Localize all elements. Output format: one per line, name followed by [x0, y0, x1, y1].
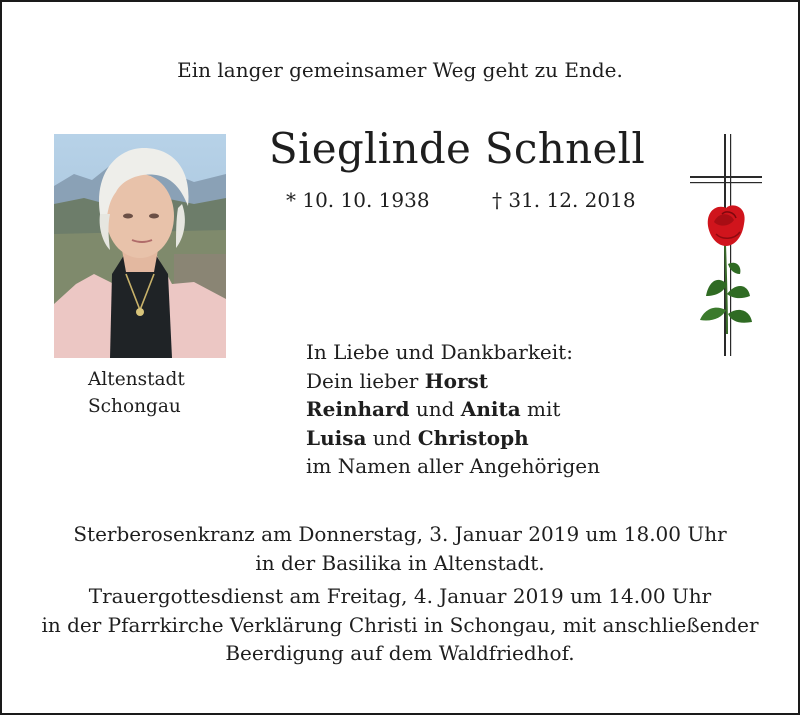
mourners-line-4-and: und: [366, 425, 418, 450]
portrait-photo: [54, 134, 226, 358]
mourners-line-1: In Liebe und Dankbarkeit:: [306, 340, 573, 364]
mourners-line-2-prefix: Dein lieber: [306, 368, 425, 393]
mourners-line-3-and: und: [409, 397, 461, 421]
mourner-luisa: Luisa: [306, 425, 367, 450]
mourners-line-3: [306, 395, 600, 424]
mourner-horst: Horst: [424, 368, 488, 393]
place-altenstadt: Altenstadt: [88, 369, 185, 390]
mourners-line-5: im Namen aller Angehörigen: [306, 454, 601, 478]
deceased-name: Sieglinde Schnell: [268, 124, 646, 173]
birth-date: * 10. 10. 1938: [286, 188, 430, 212]
rosary-line-1: Sterberosenkranz am Donnerstag, 3. Januar 2019 um 18.00 Uhr: [73, 522, 727, 546]
mourners-line-2: [306, 367, 600, 396]
mourner-reinhard: Reinhard: [306, 397, 410, 421]
cross-rose-icon: [678, 134, 778, 359]
funeral-line-2: in der Pfarrkirche Verklärung Christi in Schongau, mit anschließender: [41, 612, 759, 637]
rosary-line-2: in der Basilika in Altenstadt.: [255, 550, 545, 575]
death-date: † 31. 12. 2018: [492, 188, 636, 212]
place-schongau: Schongau: [88, 396, 181, 417]
mourner-christoph: Christoph: [417, 425, 529, 450]
mourners-line-3-suffix: mit: [520, 397, 561, 421]
funeral-line-1: Trauergottesdienst am Freitag, 4. Januar 2019 um 14.00 Uhr: [88, 584, 712, 608]
mourners-line-4: [306, 424, 600, 453]
mourners-block: [306, 338, 600, 481]
motto: Ein langer gemeinsamer Weg geht zu Ende.: [177, 58, 623, 82]
mourner-anita: Anita: [460, 397, 521, 421]
funeral-line-3: Beerdigung auf dem Waldfriedhof.: [225, 641, 575, 665]
service-details: [2, 520, 798, 668]
